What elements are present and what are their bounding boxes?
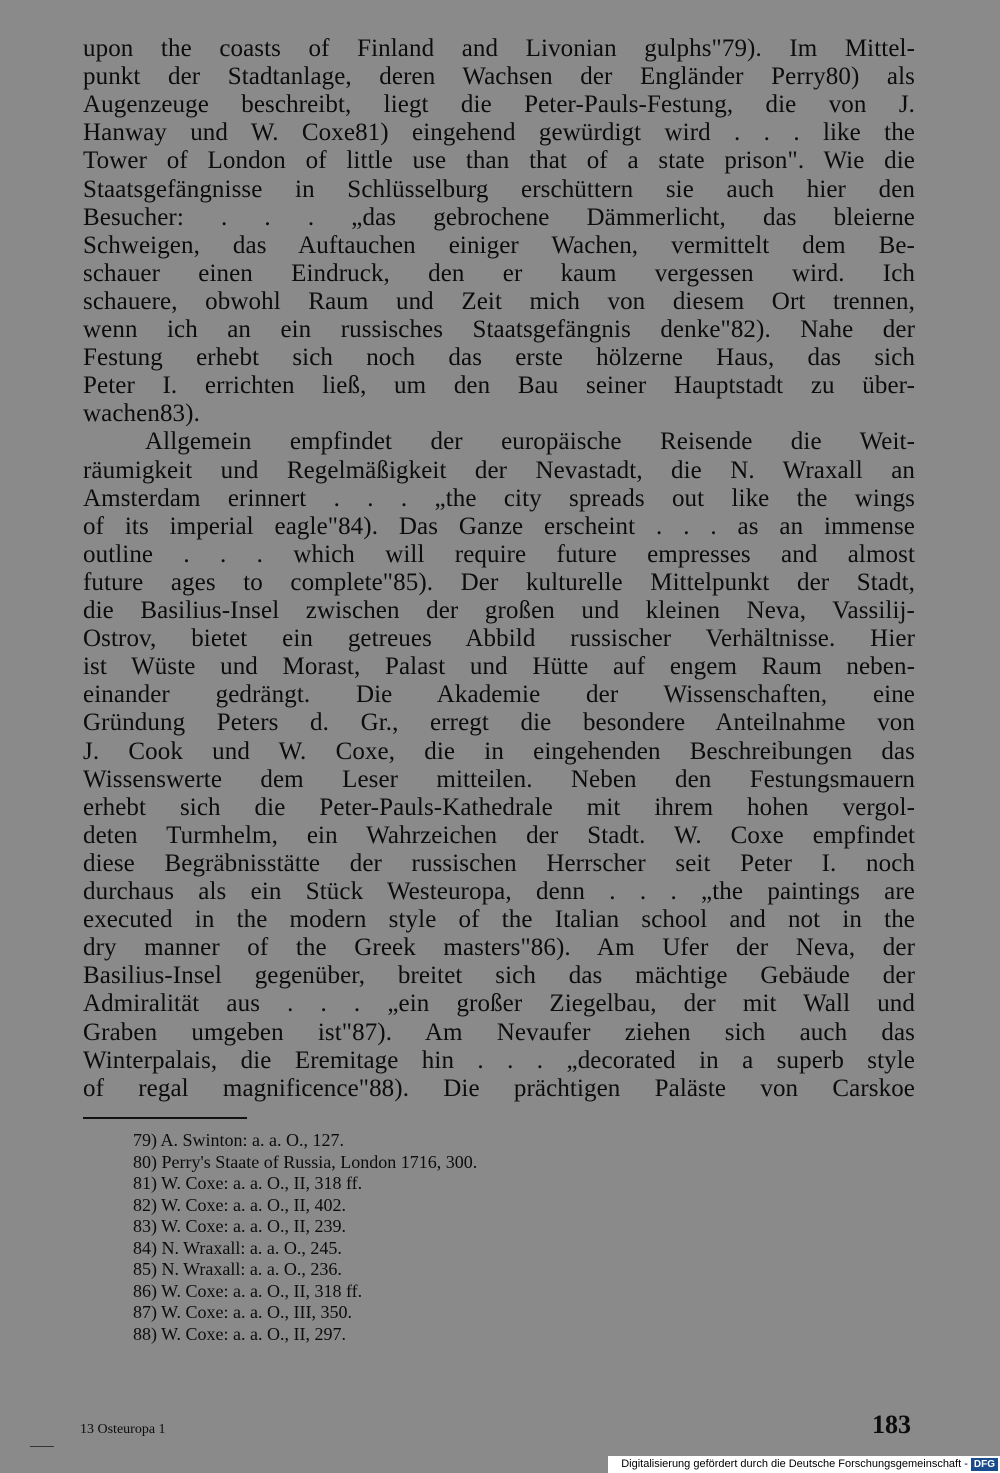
- text-line: of its imperial eagle"84). Das Ganze erscheint . . . as an immense: [83, 512, 915, 540]
- text-line: Tower of London of little use than that of a state prison". Wie die: [83, 147, 915, 175]
- text-line: Wissenswerte dem Leser mitteilen. Neben den Festungsmauern: [83, 765, 915, 793]
- text-line: wenn ich an ein russisches Staatsgefängnis denke"82). Nahe der: [83, 316, 915, 343]
- printer-signature: 13 Osteuropa 1: [80, 1422, 166, 1437]
- footnote: 81) W. Coxe: a. a. O., II, 318 ff.: [133, 1173, 363, 1193]
- text-line: Festung erhebt sich noch das erste hölzerne Haus, das sich: [83, 344, 915, 372]
- footnote: 79) A. Swinton: a. a. O., 127.: [133, 1130, 344, 1150]
- text-line: outline . . . which will require future empresses and almost: [83, 540, 915, 568]
- text-line: schauer einen Eindruck, den er kaum vergessen wird. Ich: [83, 259, 915, 287]
- text-line: deten Turmhelm, ein Wahrzeichen der Stadt. W. Coxe empfindet: [83, 821, 915, 849]
- text-line: Peter I. errichten ließ, um den Bau seiner Hauptstadt zu über-: [83, 372, 915, 400]
- footnote: 88) W. Coxe: a. a. O., II, 297.: [133, 1323, 346, 1344]
- text-line: die Basilius-Insel zwischen der großen und kleinen Neva, Vassilij-: [83, 597, 915, 624]
- text-line: Besucher: . . . „das gebrochene Dämmerlicht, das bleierne: [83, 203, 915, 231]
- text-line: Schweigen, das Auftauchen einiger Wachen, vermittelt dem Be-: [83, 231, 915, 259]
- footnote: 83) W. Coxe: a. a. O., II, 239.: [133, 1216, 346, 1236]
- text-line: wachen83).: [83, 400, 200, 428]
- text-line: einander gedrängt. Die Akademie der Wissenschaften, eine: [83, 681, 915, 709]
- text-line: durchaus als ein Stück Westeuropa, denn . . . „the paintings are: [83, 878, 915, 905]
- text-line: ist Wüste und Morast, Palast und Hütte auf engem Raum neben-: [83, 653, 915, 681]
- text-line: räumigkeit und Regelmäßigkeit der Nevastadt, die N. Wraxall an: [83, 456, 915, 484]
- credit-text: Digitalisierung gefördert durch die Deutsche Forschungsgemeinschaft -: [621, 1458, 968, 1470]
- text-line: dry manner of the Greek masters"86). Am Ufer der Neva, der: [83, 934, 915, 962]
- text-line: Admiralität aus . . . „ein großer Ziegelbau, der mit Wall und: [83, 990, 915, 1018]
- text-line: future ages to complete"85). Der kulturelle Mittelpunkt der Stadt,: [83, 568, 915, 596]
- text-line: Gründung Peters d. Gr., erregt die besondere Anteilnahme von: [83, 709, 915, 737]
- text-line: upon the coasts of Finland and Livonian gulphs"79). Im Mittel-: [83, 35, 915, 62]
- text-line: diese Begräbnisstätte der russischen Herrscher seit Peter I. noch: [83, 849, 915, 877]
- text-line: Amsterdam erinnert . . . „the city spreads out like the wings: [83, 484, 915, 512]
- footnote-rule: [83, 1117, 247, 1119]
- footnote: 87) W. Coxe: a. a. O., III, 350.: [133, 1302, 352, 1322]
- text-line: Graben umgeben ist"87). Am Nevaufer ziehen sich auch das: [83, 1018, 915, 1046]
- footnote: 82) W. Coxe: a. a. O., II, 402.: [133, 1194, 346, 1215]
- text-line: erhebt sich die Peter-Pauls-Kathedrale mit ihrem hohen vergol-: [83, 793, 915, 821]
- footnote: 86) W. Coxe: a. a. O., II, 318 ff.: [133, 1280, 363, 1301]
- footnote: 85) N. Wraxall: a. a. O., 236.: [133, 1259, 342, 1279]
- text-line: Staatsgefängnisse in Schlüsselburg erschüttern sie auch hier den: [83, 175, 915, 203]
- text-line: J. Cook und W. Coxe, die in eingehenden Beschreibungen das: [83, 737, 915, 765]
- text-line: Winterpalais, die Eremitage hin . . . „decorated in a superb style: [83, 1046, 915, 1074]
- footnote: 80) Perry's Staate of Russia, London 1716, 300.: [133, 1151, 478, 1172]
- text-line: of regal magnificence"88). Die prächtigen Paläste von Carskoe: [83, 1074, 915, 1102]
- text-line: Hanway und W. Coxe81) eingehend gewürdigt wird . . . like the: [83, 119, 915, 147]
- margin-mark: [30, 1446, 54, 1447]
- footnote: 84) N. Wraxall: a. a. O., 245.: [133, 1237, 342, 1258]
- text-line: Ostrov, bietet ein getreues Abbild russischer Verhältnisse. Hier: [83, 625, 915, 653]
- text-line: Allgemein empfindet der europäische Reisende die Weit-: [145, 428, 915, 456]
- text-line: schauere, obwohl Raum und Zeit mich von diesem Ort trennen,: [83, 287, 915, 315]
- page-number: 183: [872, 1410, 911, 1439]
- text-line: punkt der Stadtanlage, deren Wachsen der Engländer Perry80) als: [83, 63, 915, 91]
- dfg-logo: DFG: [971, 1458, 998, 1471]
- digitization-credit: [608, 1456, 1000, 1473]
- text-line: Basilius-Insel gegenüber, breitet sich das mächtige Gebäude der: [83, 962, 915, 990]
- text-line: executed in the modern style of the Italian school and not in the: [83, 906, 915, 934]
- text-line: Augenzeuge beschreibt, liegt die Peter-Pauls-Festung, die von J.: [83, 91, 915, 119]
